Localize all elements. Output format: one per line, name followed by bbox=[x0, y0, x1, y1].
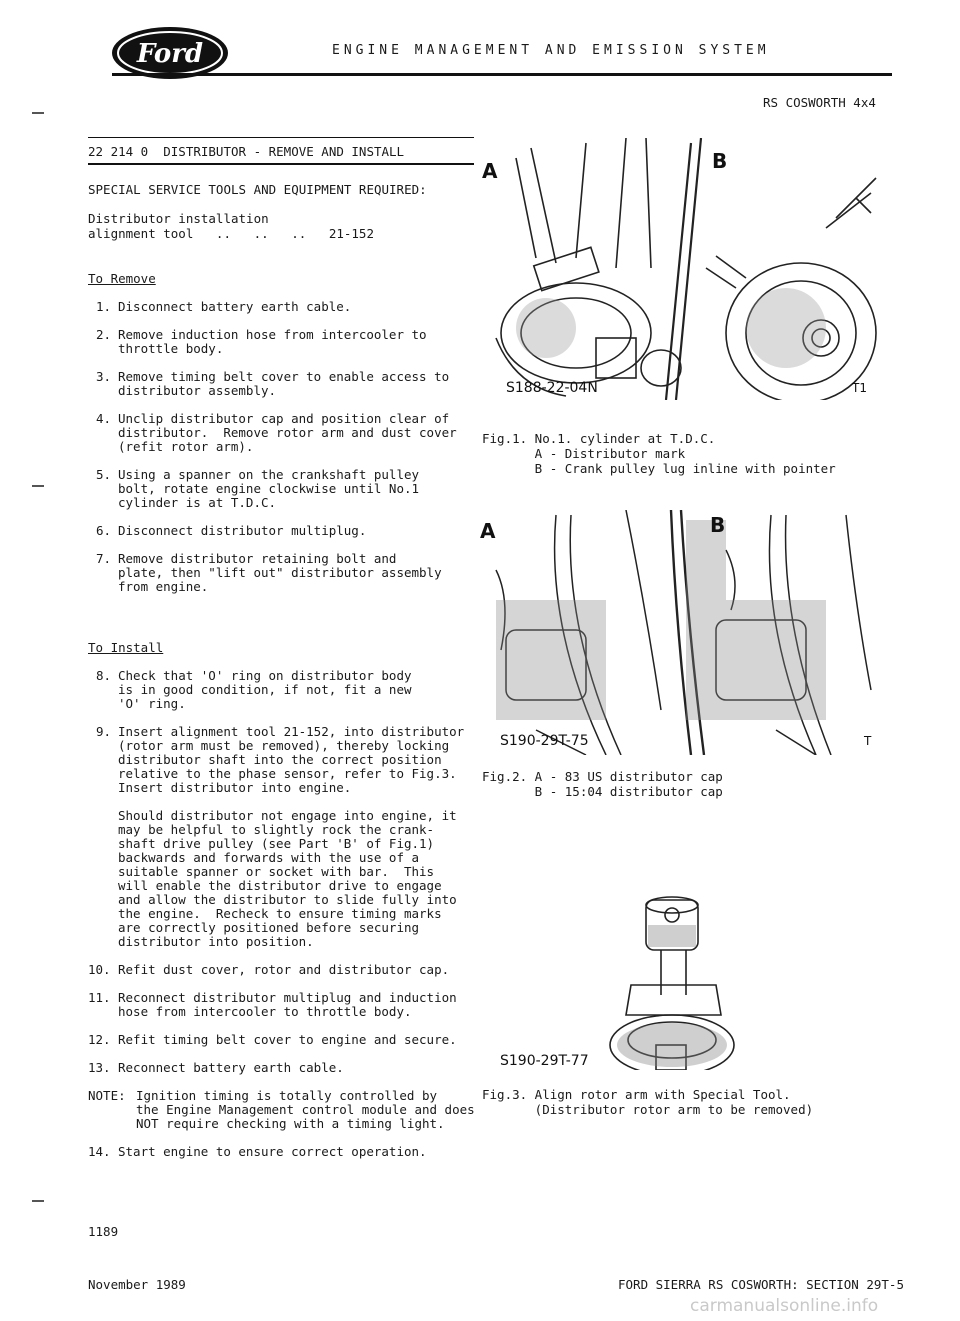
tool-line-2: alignment tool .. .. .. 21-152 bbox=[88, 226, 374, 241]
margin-mark bbox=[32, 112, 44, 114]
footer-section: FORD SIERRA RS COSWORTH: SECTION 29T-5 bbox=[618, 1277, 904, 1292]
remove-step-number: 3. bbox=[96, 369, 112, 384]
install-step-line: Start engine to ensure correct operation. bbox=[118, 1144, 427, 1159]
remove-step-line: Disconnect battery earth cable. bbox=[118, 299, 352, 314]
remove-step-line: from engine. bbox=[118, 579, 209, 594]
install-step-line: Reconnect battery earth cable. bbox=[118, 1060, 344, 1075]
fig3-code: S190-29T-77 bbox=[500, 1053, 589, 1069]
install-step-line: is in good condition, if not, fit a new bbox=[118, 682, 412, 697]
remove-step-number: 5. bbox=[96, 467, 112, 482]
install-step-line: the engine. Recheck to ensure timing marks bbox=[118, 906, 442, 921]
remove-step-line: distributor. Remove rotor arm and dust cover bbox=[118, 425, 457, 440]
remove-step-line: Disconnect distributor multiplug. bbox=[118, 523, 367, 538]
tools-heading: SPECIAL SERVICE TOOLS AND EQUIPMENT REQUIRED: bbox=[88, 182, 427, 197]
install-step-line: relative to the phase sensor, refer to Fig.3. bbox=[118, 766, 457, 781]
fig1-code: S188-22-04N bbox=[506, 380, 598, 396]
remove-step-line: Remove distributor retaining bolt and bbox=[118, 551, 397, 566]
install-heading: To Install bbox=[88, 640, 164, 655]
install-step-line: hose from intercooler to throttle body. bbox=[118, 1004, 412, 1019]
install-step-line: and allow the distributor to slide fully into bbox=[118, 892, 457, 907]
margin-mark bbox=[32, 1200, 44, 1202]
remove-step-number: 2. bbox=[96, 327, 112, 342]
remove-step-number: 1. bbox=[96, 299, 112, 314]
page-code: 1189 bbox=[88, 1224, 119, 1239]
install-step-line: Ignition timing is totally controlled by bbox=[136, 1088, 438, 1103]
install-step-number: 12. bbox=[88, 1032, 111, 1047]
remove-step-line: plate, then "lift out" distributor assembly bbox=[118, 565, 442, 580]
install-step-number: 14. bbox=[88, 1144, 111, 1159]
remove-step-number: 4. bbox=[96, 411, 112, 426]
fig1-mark: T1 bbox=[852, 381, 867, 395]
install-step-line: 'O' ring. bbox=[118, 696, 186, 711]
remove-step-line: cylinder is at T.D.C. bbox=[118, 495, 277, 510]
model-label: RS COSWORTH 4x4 bbox=[763, 95, 876, 110]
fig2-label-b: B bbox=[710, 513, 726, 537]
install-step-line: shaft drive pulley (see Part 'B' of Fig.1) bbox=[118, 836, 435, 851]
install-step-number: 11. bbox=[88, 990, 111, 1005]
figure-1-image bbox=[476, 138, 878, 400]
install-step-number: 13. bbox=[88, 1060, 111, 1075]
section-heading: 22 214 0 DISTRIBUTOR - REMOVE AND INSTALL bbox=[88, 144, 405, 159]
remove-step-line: Remove induction hose from intercooler to bbox=[118, 327, 427, 342]
fig1-caption-1: Fig.1. No.1. cylinder at T.D.C. bbox=[482, 431, 716, 446]
fig2-code: S190-29T-75 bbox=[500, 733, 589, 749]
fig3-caption-1: Fig.3. Align rotor arm with Special Tool. bbox=[482, 1087, 791, 1102]
install-step-number: 9. bbox=[96, 724, 112, 739]
install-step-line: suitable spanner or socket with bar. This bbox=[118, 864, 435, 879]
remove-heading: To Remove bbox=[88, 271, 156, 286]
install-step-line: Insert distributor into engine. bbox=[118, 780, 352, 795]
remove-step-line: Remove timing belt cover to enable access to bbox=[118, 369, 450, 384]
install-step-line: distributor shaft into the correct position bbox=[118, 752, 442, 767]
tool-line-1: Distributor installation bbox=[88, 211, 269, 226]
fig2-caption-1: Fig.2. A - 83 US distributor cap bbox=[482, 769, 723, 784]
page-header-title: ENGINE MANAGEMENT AND EMISSION SYSTEM bbox=[332, 43, 770, 58]
install-step-line: the Engine Management control module and does bbox=[136, 1102, 475, 1117]
margin-mark bbox=[32, 485, 44, 487]
install-step-number: 10. bbox=[88, 962, 111, 977]
install-step-line: Refit timing belt cover to engine and secure. bbox=[118, 1032, 457, 1047]
header-rule bbox=[112, 73, 892, 76]
fig1-caption-2: A - Distributor mark bbox=[482, 446, 686, 461]
fig2-label-a: A bbox=[480, 519, 496, 543]
remove-step-line: Using a spanner on the crankshaft pulley bbox=[118, 467, 420, 482]
install-step-line: will enable the distributor drive to engage bbox=[118, 878, 442, 893]
install-step-line: (rotor arm must be removed), thereby locking bbox=[118, 738, 450, 753]
figure-2-image bbox=[476, 510, 886, 755]
install-step-line: NOT require checking with a timing light. bbox=[136, 1116, 445, 1131]
remove-step-line: Unclip distributor cap and position clear of bbox=[118, 411, 450, 426]
remove-step-number: 6. bbox=[96, 523, 112, 538]
remove-step-line: distributor assembly. bbox=[118, 383, 277, 398]
fig1-label-b: B bbox=[712, 149, 728, 173]
remove-step-line: throttle body. bbox=[118, 341, 224, 356]
install-step-line: Refit dust cover, rotor and distributor cap. bbox=[118, 962, 450, 977]
install-step-line: Should distributor not engage into engine, it bbox=[118, 808, 457, 823]
install-step-line: Reconnect distributor multiplug and induction bbox=[118, 990, 457, 1005]
fig1-label-a: A bbox=[482, 159, 498, 183]
fig2-caption-2: B - 15:04 distributor cap bbox=[482, 784, 723, 799]
install-step-line: Check that 'O' ring on distributor body bbox=[118, 668, 412, 683]
watermark: carmanualsonline.info bbox=[690, 1296, 879, 1316]
footer-date: November 1989 bbox=[88, 1277, 186, 1292]
fig3-caption-2: (Distributor rotor arm to be removed) bbox=[482, 1102, 814, 1117]
remove-step-number: 7. bbox=[96, 551, 112, 566]
install-step-line: distributor into position. bbox=[118, 934, 314, 949]
fig1-caption-3: B - Crank pulley lug inline with pointer bbox=[482, 461, 836, 476]
install-step-line: Insert alignment tool 21-152, into distributor bbox=[118, 724, 465, 739]
install-step-line: may be helpful to slightly rock the crank- bbox=[118, 822, 435, 837]
install-step-number: NOTE: bbox=[88, 1088, 126, 1103]
remove-step-line: (refit rotor arm). bbox=[118, 439, 254, 454]
fig2-mark: T bbox=[864, 734, 872, 748]
install-step-line: backwards and forwards with the use of a bbox=[118, 850, 420, 865]
install-step-line: are correctly positioned before securing bbox=[118, 920, 420, 935]
logo-text: Ford bbox=[136, 39, 204, 69]
section-rule-bottom bbox=[88, 163, 474, 165]
install-step-number: 8. bbox=[96, 668, 112, 683]
remove-step-line: bolt, rotate engine clockwise until No.1 bbox=[118, 481, 420, 496]
section-rule-top bbox=[88, 137, 474, 138]
figure-3-image bbox=[476, 895, 886, 1070]
